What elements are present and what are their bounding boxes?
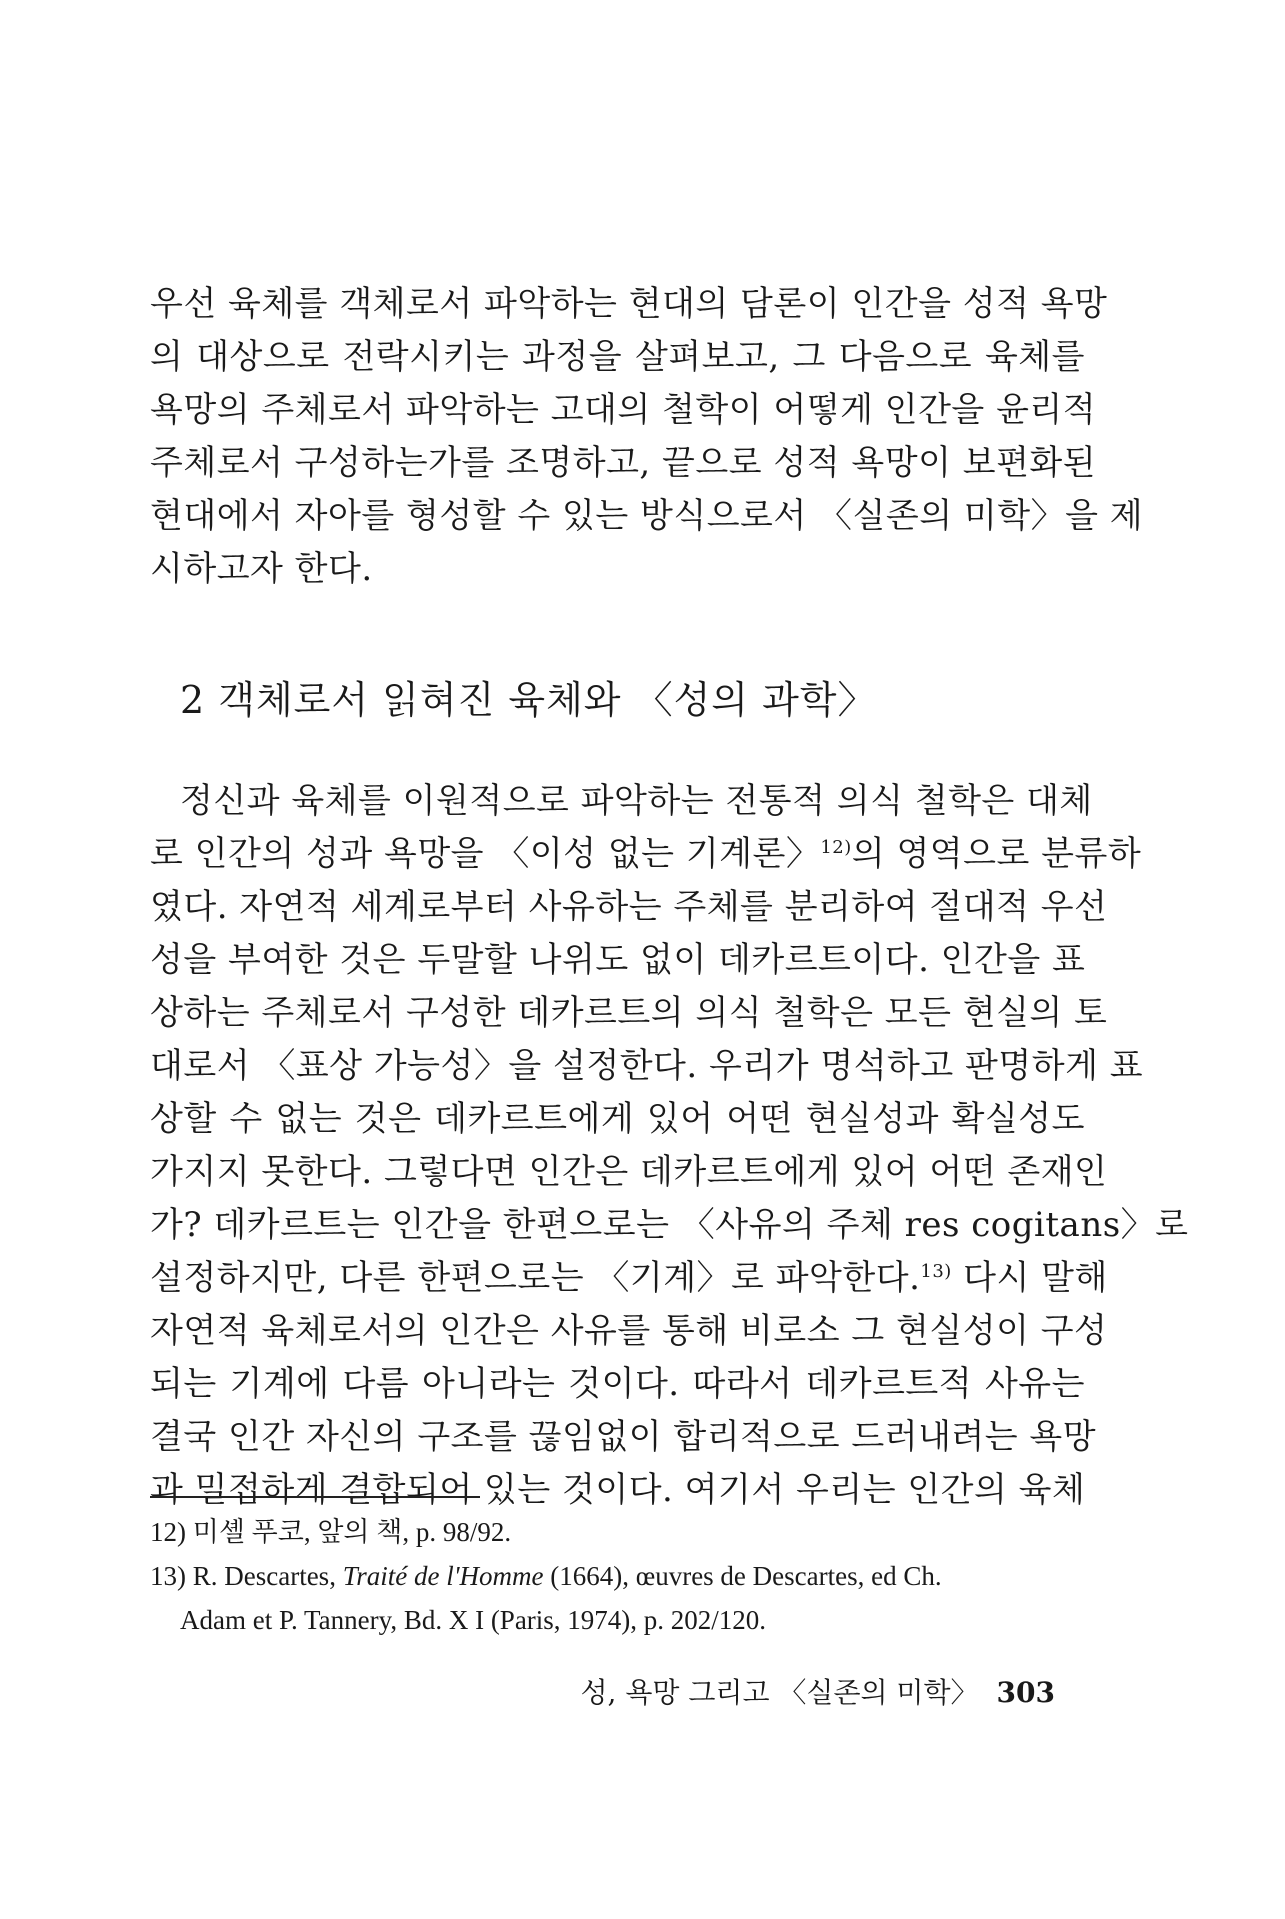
footnote-text: (1664), œuvres de Descartes, ed Ch. [543,1561,942,1591]
text-line: 현대에서 자아를 형성할 수 있는 방식으로서 〈실존의 미학〉을 제 [150,496,1144,536]
text-line [150,828,1142,881]
text-line: 주체로서 구성하는가를 조명하고, 끝으로 성적 욕망이 보편화된 [150,443,1097,483]
paragraph-descartes [150,775,1189,1517]
footnote-ref-13: 13) [920,1261,952,1282]
text-segment: 설정하지만, 다른 한편으로는 〈기계〉로 파악한다. [150,1258,921,1298]
text-line: 의 대상으로 전락시키는 과정을 살펴보고, 그 다음으로 육체를 [150,337,1085,377]
footnote-12: 12) 미셸 푸코, 앞의 책, p. 98/92. [150,1517,512,1547]
text-line [150,1252,1108,1305]
running-title: 성, 욕망 그리고 〈실존의 미학〉 [580,1676,979,1709]
text-line: 욕망의 주체로서 파악하는 고대의 철학이 어떻게 인간을 윤리적 [150,390,1097,430]
section-heading: 2 객체로서 읽혀진 육체와 〈성의 과학〉 [180,678,877,722]
text-line: 상하는 주체로서 구성한 데카르트의 의식 철학은 모든 현실의 토 [150,993,1108,1033]
text-line: 과 밀접하게 결합되어 있는 것이다. 여기서 우리는 인간의 육체 [150,1470,1086,1510]
footnote-text: 13) R. Descartes, [150,1561,343,1591]
text-line: 자연적 육체로서의 인간은 사유를 통해 비로소 그 현실성이 구성 [150,1311,1108,1351]
text-segment: 의 영역으로 분류하 [851,834,1142,874]
text-line: 시하고자 한다. [150,549,373,589]
footnote-divider [150,1496,480,1498]
footnote-13-continuation: Adam et P. Tannery, Bd. X I (Paris, 1974), p. 202/120. [180,1605,767,1635]
text-line: 상할 수 없는 것은 데카르트에게 있어 어떤 현실성과 확실성도 [150,1099,1085,1139]
text-line: 가? 데카르트는 인간을 한편으로는 〈사유의 주체 res cogitans〉로 [150,1205,1189,1245]
running-footer [581,1673,1056,1713]
text-line: 대로서 〈표상 가능성〉을 설정한다. 우리가 명석하고 판명하게 표 [150,1046,1144,1086]
footnote-13 [150,1554,1090,1598]
footnotes [150,1510,1090,1642]
text-line: 우선 육체를 객체로서 파악하는 현대의 담론이 인간을 성적 욕망 [150,284,1108,324]
text-segment: 로 인간의 성과 욕망을 〈이성 없는 기계론〉 [150,834,821,874]
text-line: 결국 인간 자신의 구조를 끊임없이 합리적으로 드러내려는 욕망 [150,1417,1097,1457]
text-line: 정신과 육체를 이원적으로 파악하는 전통적 의식 철학은 대체 [180,781,1093,821]
footnote-book-title: Traité de l'Homme [342,1561,544,1591]
page-number: 303 [996,1676,1055,1709]
text-line: 가지지 못한다. 그렇다면 인간은 데카르트에게 있어 어떤 존재인 [150,1152,1108,1192]
text-line: 성을 부여한 것은 두말할 나위도 없이 데카르트이다. 인간을 표 [150,940,1086,980]
text-segment: 다시 말해 [951,1258,1108,1298]
text-line: 되는 기계에 다름 아니라는 것이다. 따라서 데카르트적 사유는 [150,1364,1085,1404]
text-line: 였다. 자연적 세계로부터 사유하는 주체를 분리하여 절대적 우선 [150,887,1108,927]
footnote-ref-12: 12) [820,837,852,858]
paragraph-intro [150,278,1144,596]
